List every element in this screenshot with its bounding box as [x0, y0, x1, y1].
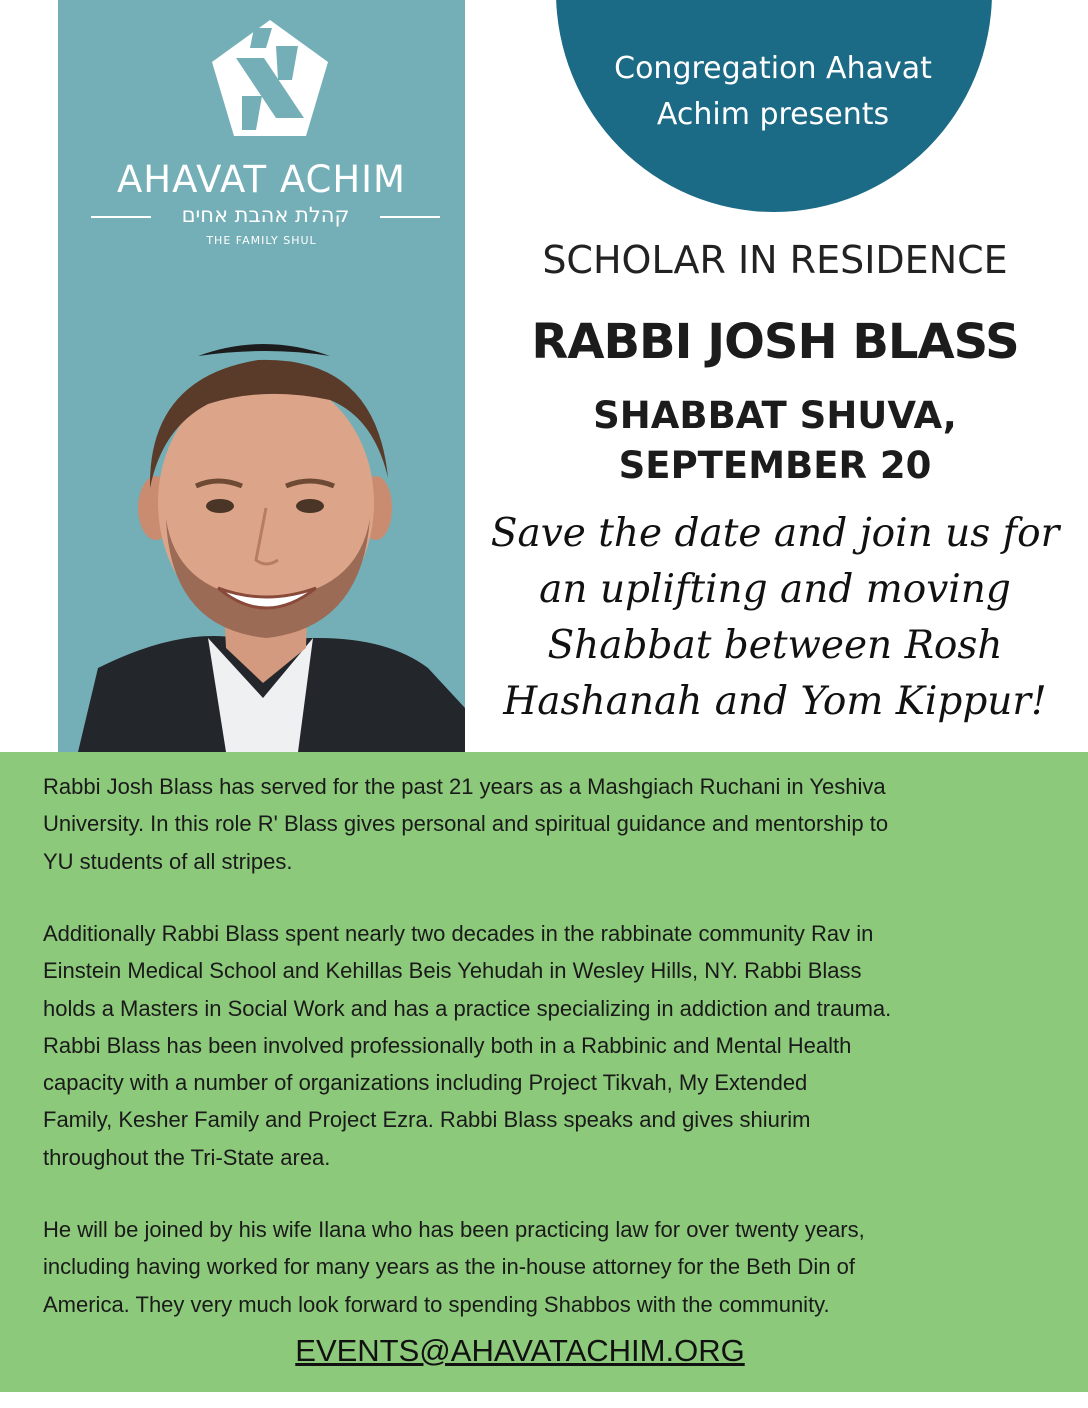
bio-line: America. They very much look forward to spending Shabbos with the community. — [43, 1291, 830, 1317]
bio-line: Additionally Rabbi Blass spent nearly two decades in the rabbinate community Rav in — [43, 921, 874, 946]
bio-line: Einstein Medical School and Kehillas Beis Yehudah in Wesley Hills, NY. Rabbi Blass — [43, 958, 862, 984]
bio-line: Family, Kesher Family and Project Ezra. Rabbi Blass speaks and gives shiurim — [43, 1107, 811, 1133]
bio-panel — [0, 752, 1088, 1392]
rabbi-portrait-photo — [58, 338, 465, 752]
bio-line: holds a Masters in Social Work and has a practice specializing in addiction and trauma. — [43, 995, 892, 1021]
invitation-text — [470, 506, 1080, 730]
bio-paragraph — [43, 1211, 1063, 1323]
invitation-line: Hashanah and Yom Kippur! — [503, 679, 1047, 724]
bio-line: including having worked for many years as the in-house attorney for the Beth Din of — [43, 1254, 856, 1280]
presenter-banner — [588, 46, 958, 138]
logo-hebrew-row — [58, 203, 465, 227]
bio-line: throughout the Tri-State area. — [43, 1144, 331, 1170]
bio-line: Rabbi Blass has been involved professionally both in a Rabbinic and Mental Health — [43, 1032, 852, 1058]
bio-paragraph — [43, 768, 1063, 880]
logo-hebrew-name: קהלת אהבת אחים — [181, 203, 350, 227]
bio-paragraph — [43, 915, 1063, 1176]
ahavat-achim-logo-icon — [206, 18, 334, 140]
event-date: SEPTEMBER 20 — [618, 444, 932, 487]
bio-line: YU students of all stripes. — [43, 848, 293, 874]
divider — [91, 216, 151, 218]
logo-tagline: THE FAMILY SHUL — [206, 234, 317, 247]
presenter-line: Achim presents — [656, 97, 890, 132]
invitation-line: an uplifting and moving — [539, 567, 1011, 612]
left-panel — [58, 0, 465, 752]
bio-line: University. In this role R' Blass gives personal and spiritual guidance and mentorship to — [43, 811, 889, 837]
invitation-line: Save the date and join us for — [490, 511, 1060, 556]
event-date: SHABBAT SHUVA, — [593, 394, 957, 437]
contact-email-link[interactable]: EVENTS@AHAVATACHIM.ORG — [295, 1333, 745, 1368]
presenter-line: Congregation Ahavat — [614, 51, 932, 86]
invitation-line: Shabbat between Rosh — [547, 623, 1003, 668]
logo-name: AHAVAT ACHIM — [117, 158, 406, 201]
bio-line: Rabbi Josh Blass has served for the past 21 years as a Mashgiach Ruchani in Yeshiva — [43, 774, 886, 799]
bio-line: He will be joined by his wife Ilana who has been practicing law for over twenty years, — [43, 1217, 865, 1242]
bio-line: capacity with a number of organizations including Project Tikvah, My Extended — [43, 1070, 808, 1096]
divider — [380, 216, 440, 218]
speaker-name: RABBI JOSH BLASS — [531, 314, 1019, 370]
event-subtitle: SCHOLAR IN RESIDENCE — [542, 238, 1008, 282]
